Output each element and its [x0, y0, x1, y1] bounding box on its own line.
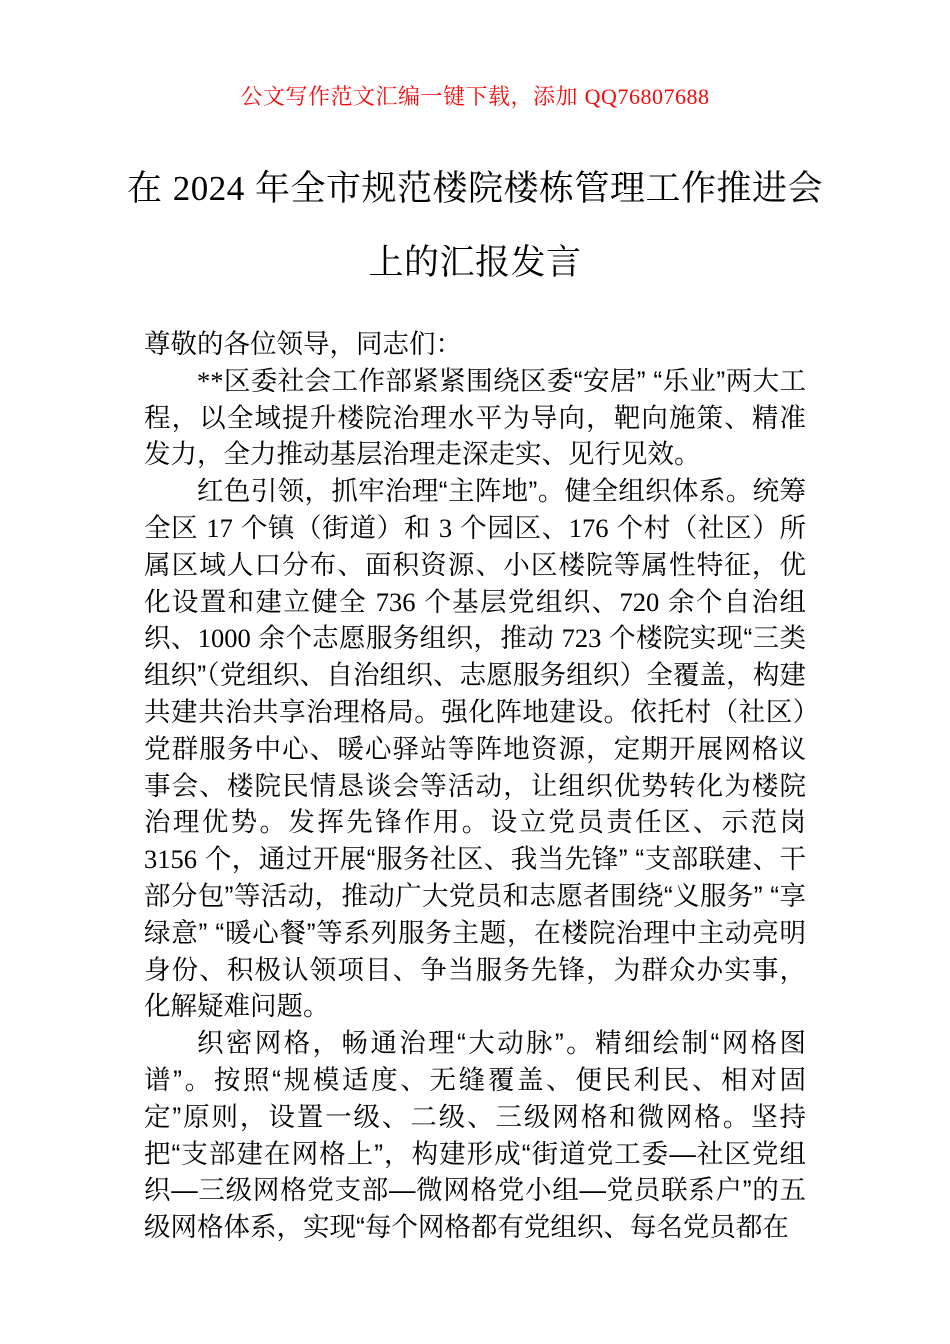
latin-text: 723	[561, 623, 602, 654]
latin-text: **	[197, 365, 224, 396]
latin-text: QQ76807688	[584, 84, 710, 109]
paragraph: **区委社会工作部紧紧围绕区委“安居” “乐业”两大工程，以全域提升楼院治理水平为导向，靶向施策、精准发力，全力推动基层治理走深走实、见行见效。	[144, 365, 806, 470]
latin-text: 736	[375, 586, 416, 617]
latin-text: 176	[568, 512, 609, 543]
paragraph: 织密网格，畅通治理“大动脉”。精细绘制“网格图谱”。按照“规模适度、无缝覆盖、便民利民、相对固定”原则，设置一级、二级、三级网格和微网格。坚持把“支部建在网格上”，构建形成“街道党工委—社区党组织—三级网格党支部—微网格党小组—党员联系户”的五级网格体系，实现“每个网格都有党组织、每名党员都在	[144, 1028, 806, 1243]
latin-text: 3156	[144, 844, 197, 875]
latin-text: 2024	[172, 169, 245, 208]
promo-notice: 公文写作范文汇编一键下载，添加 QQ76807688	[240, 84, 710, 109]
latin-text: 17	[206, 512, 233, 543]
latin-text: 720	[619, 586, 660, 617]
latin-text: 1000	[197, 623, 251, 654]
latin-text: 3	[438, 512, 453, 543]
document-body	[144, 326, 806, 1246]
paragraph: 尊敬的各位领导，同志们：	[144, 329, 462, 359]
document-title: 在 2024 年全市规范楼院楼栋管理工作推进会上的汇报发言	[127, 169, 823, 282]
paragraph: 红色引领，抓牢治理“主阵地”。健全组织体系。统筹全区 17 个镇（街道）和 3 个园区、176 个村（社区）所属区域人口分布、面积资源、小区楼院等属性特征，优化设置和建立健全 736 个基层党组织、720 余个自治组织、1000 余个志愿服务组织，推动 723 个楼院实现“三类组织”（党组织、自治组织、志愿服务组织）全覆盖，构建共建共治共享治理格局。强化阵地建设。依托村（社区）党群服务中心、暖心驿站等阵地资源，定期开展网格议事会、楼院民情恳谈会等活动，让组织优势转化为楼院治理优势。发挥先锋作用。设立党员责任区、示范岗 3156 个，通过开展“服务社区、我当先锋” “支部联建、干部分包”等活动，推动广大党员和志愿者围绕“义服务” “享绿意” “暖心餐”等系列服务主题，在楼院治理中主动亮明身份、积极认领项目、争当服务先锋，为群众办实事，化解疑难问题。	[144, 476, 807, 1022]
